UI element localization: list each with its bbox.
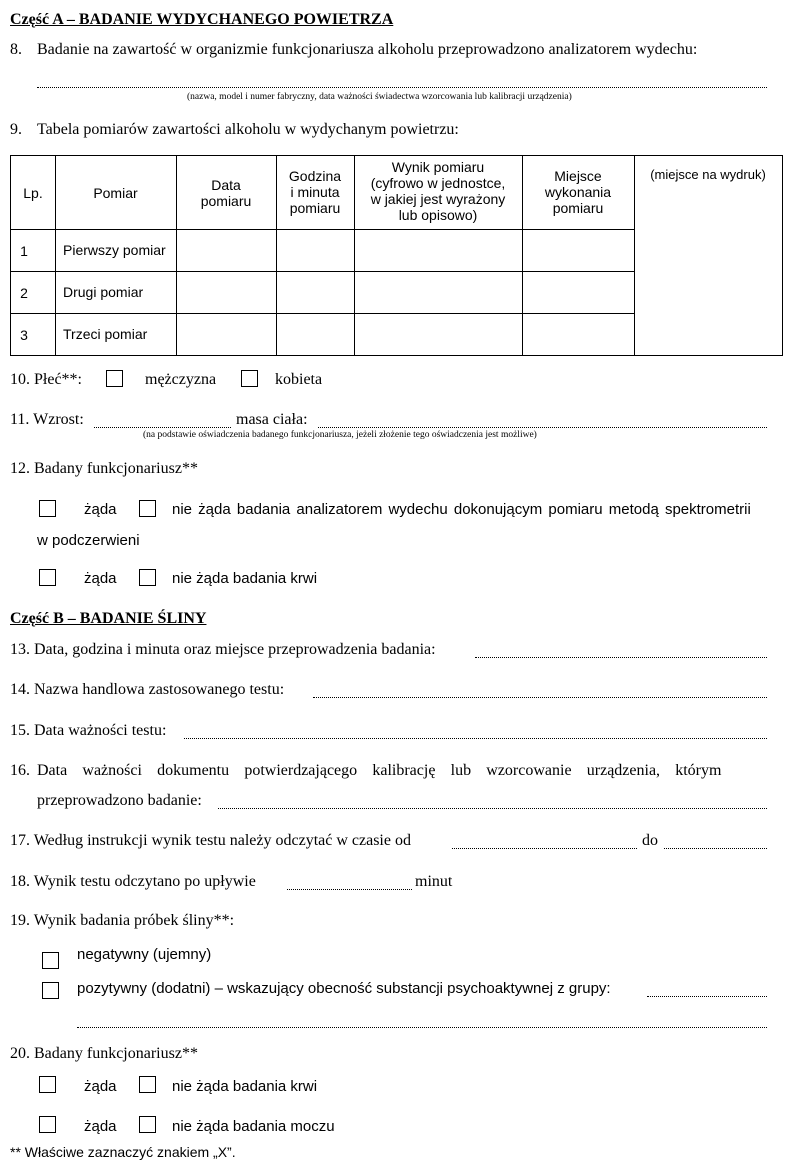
q16-number: 16. [10, 762, 30, 779]
q15-label: 15. Data ważności testu: [10, 722, 167, 739]
q11-hint: (na podstawie oświadczenia badanego funkcjonariusza, jeżeli złożenie tego oświadczenia jest możliwe) [143, 430, 537, 440]
q17-label: 17. Według instrukcji wynik testu należy odczytać w czasie od [10, 832, 411, 849]
female-checkbox[interactable] [241, 370, 258, 387]
q18-unit: minut [415, 873, 453, 890]
row-1-lp: 1 [20, 243, 28, 259]
urine-test-demands-checkbox[interactable] [39, 1116, 56, 1133]
saliva-positive-checkbox[interactable] [42, 982, 59, 999]
row-2-time-cell[interactable] [277, 272, 354, 313]
row-2-result-cell[interactable] [355, 272, 522, 313]
header-place: Miejsce wykonania pomiaru [544, 168, 612, 216]
read-after-minutes-field[interactable] [287, 889, 412, 890]
row-3-lp: 3 [20, 327, 28, 343]
blood-test-demands-checkbox[interactable] [39, 1076, 56, 1093]
row-3-time-cell[interactable] [277, 314, 354, 355]
blood-test-demands-label: żąda [84, 1078, 117, 1095]
male-label: mężczyzna [145, 371, 217, 388]
urine-test-not-demands-label: nie żąda badania moczu [172, 1118, 335, 1135]
header-printout-area: (miejsce na wydruk) [650, 167, 766, 182]
q19-label: 19. Wynik badania próbek śliny**: [10, 912, 235, 929]
q16-text-line1: Data ważności dokumentu potwierdzającego kalibrację lub wzorcowanie urządzenia, którym [37, 762, 722, 779]
q17-to-label: do [642, 832, 658, 849]
q11-label: 11. Wzrost: [10, 411, 84, 428]
header-lp: Lp. [23, 185, 43, 201]
q20-label: 20. Badany funkcjonariusz** [10, 1045, 198, 1062]
urine-test-not-demands-checkbox[interactable] [139, 1116, 156, 1133]
weight-label: masa ciała: [236, 411, 308, 428]
blood-not-demands-label: nie żąda badania krwi [172, 570, 318, 587]
row-1-result-cell[interactable] [355, 230, 522, 271]
q8-text: Badanie na zawartość w organizmie funkcjonariusza alkoholu przeprowadzono analizatorem wydechu: [37, 41, 698, 58]
test-date-place-field[interactable] [475, 657, 767, 658]
read-time-from-field[interactable] [452, 848, 637, 849]
q10-label: 10. Płeć**: [10, 371, 82, 388]
breath-demands-checkbox[interactable] [39, 500, 56, 517]
breath-demands-label: żąda [84, 501, 117, 518]
header-time: Godzina i minuta pomiaru [288, 168, 342, 216]
blood-test-not-demands-checkbox[interactable] [139, 1076, 156, 1093]
row-1-name: Pierwszy pomiar [63, 242, 166, 258]
breath-not-demands-label: nie żąda badania analizatorem wydechu dokonującym pomiaru metodą spektrometrii [172, 501, 751, 518]
q13-label: 13. Data, godzina i minuta oraz miejsce przeprowadzenia badania: [10, 641, 436, 658]
read-time-to-field[interactable] [664, 848, 767, 849]
row-3-place-cell[interactable] [523, 314, 634, 355]
breath-not-demands-checkbox[interactable] [139, 500, 156, 517]
row-3-name: Trzeci pomiar [63, 326, 148, 342]
height-field[interactable] [94, 427, 231, 428]
q14-label: 14. Nazwa handlowa zastosowanego testu: [10, 681, 285, 698]
blood-demands-checkbox[interactable] [39, 569, 56, 586]
blood-not-demands-checkbox[interactable] [139, 569, 156, 586]
row-1-place-cell[interactable] [523, 230, 634, 271]
saliva-negative-label: negatywny (ujemny) [77, 946, 212, 963]
substance-group-field[interactable] [647, 996, 767, 997]
substance-group-field-cont[interactable] [77, 1027, 767, 1028]
row-2-place-cell[interactable] [523, 272, 634, 313]
test-expiry-field[interactable] [184, 738, 767, 739]
saliva-negative-checkbox[interactable] [42, 952, 59, 969]
header-result: Wynik pomiaru (cyfrowo w jednostce, w jakiej jest wyrażony lub opisowo) [370, 159, 506, 223]
header-measurement: Pomiar [93, 185, 138, 201]
blood-demands-label: żąda [84, 570, 117, 587]
row-2-date-cell[interactable] [177, 272, 276, 313]
calibration-date-field[interactable] [218, 808, 767, 809]
part-a-title: Część A – BADANIE WYDYCHANEGO POWIETRZA [10, 11, 394, 28]
urine-test-demands-label: żąda [84, 1118, 117, 1135]
footnote: ** Właściwe zaznaczyć znakiem „X”. [10, 1144, 236, 1160]
q8-analyzer-field[interactable] [37, 87, 767, 88]
q9-number: 9. [10, 121, 22, 138]
row-1-date-cell[interactable] [177, 230, 276, 271]
row-3-date-cell[interactable] [177, 314, 276, 355]
q16-text-line2: przeprowadzono badanie: [37, 792, 202, 809]
male-checkbox[interactable] [106, 370, 123, 387]
test-name-field[interactable] [313, 697, 767, 698]
q12-label: 12. Badany funkcjonariusz** [10, 460, 198, 477]
breath-not-demands-label-cont: w podczerwieni [37, 532, 140, 549]
header-date: Data pomiaru [200, 177, 252, 209]
row-2-name: Drugi pomiar [63, 284, 144, 300]
q8-hint: (nazwa, model i numer fabryczny, data ważności świadectwa wzorcowania lub kalibracji urządzenia) [187, 92, 572, 102]
saliva-positive-label: pozytywny (dodatni) – wskazujący obecność substancji psychoaktywnej z grupy: [77, 980, 611, 997]
weight-field[interactable] [318, 427, 767, 428]
q18-label: 18. Wynik testu odczytano po upływie [10, 873, 256, 890]
part-b-title: Część B – BADANIE ŚLINY [10, 610, 207, 627]
measurement-table [10, 155, 783, 356]
blood-test-not-demands-label: nie żąda badania krwi [172, 1078, 318, 1095]
row-2-lp: 2 [20, 285, 28, 301]
row-3-result-cell[interactable] [355, 314, 522, 355]
row-1-time-cell[interactable] [277, 230, 354, 271]
female-label: kobieta [275, 371, 323, 388]
q9-text: Tabela pomiarów zawartości alkoholu w wydychanym powietrzu: [37, 121, 459, 138]
q8-number: 8. [10, 41, 22, 58]
